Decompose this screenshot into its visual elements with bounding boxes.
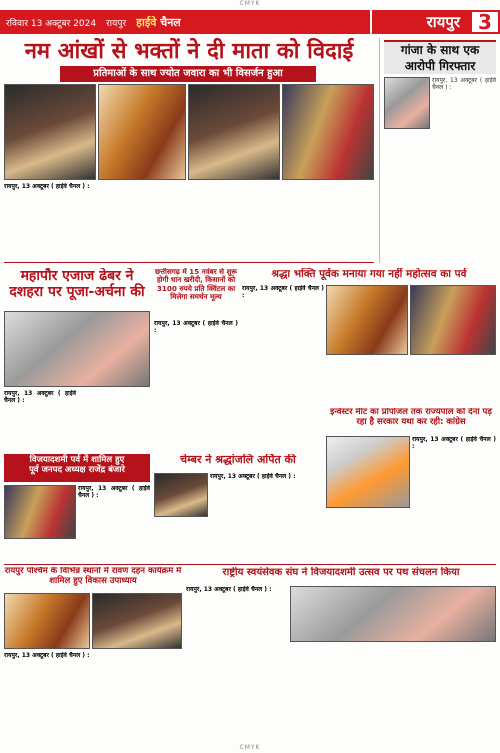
side-story-body — [384, 131, 496, 257]
column-divider — [379, 38, 380, 263]
rss-story-body-3 — [394, 645, 496, 742]
vijayadashami-headline-line1: विजयादशमी पर्व में शामिल हुए — [29, 455, 125, 465]
vijayadashami-story-body — [78, 485, 150, 561]
header-city-small: रायपुर — [106, 18, 127, 29]
investor-story-headline: इन्वेस्टर मीट का प्रोपोजल तक राज्यपाल को देना पड़ रहा है सरकार यथा कर रही: कांग्रेस — [330, 408, 492, 427]
investor-story-body — [412, 436, 496, 560]
lead-photo-4 — [282, 84, 374, 180]
west-story-photo-1 — [4, 593, 90, 649]
mayor-headline-line1: महापौर एजाज ढेबर ने — [20, 268, 134, 284]
paddy-story-body — [154, 320, 238, 450]
mahotsav-story-body — [242, 285, 324, 405]
west-story-photo-2 — [92, 593, 182, 649]
lead-photo-1 — [4, 84, 96, 180]
chamber-story-body-2 — [154, 519, 208, 561]
paddy-story-dateline: रायपुर, 13 अक्टूबर ( हाईवे चैनल ) : — [154, 320, 238, 335]
mayor-story-body — [4, 390, 76, 450]
lead-dateline: रायपुर, 13 अक्टूबर ( हाईवे चैनल ) : — [4, 183, 90, 190]
rss-story-body-2 — [290, 645, 390, 742]
divider — [4, 262, 374, 263]
investor-story-photo — [326, 436, 410, 508]
paddy-story-headline: छत्तीसगढ़ में 15 नवंबर से शुरू होगी धान खरीदी, किसानों को 3100 रुपये प्रति क्विंटल का मिलेगा समर्थन मूल्य — [155, 268, 237, 301]
west-story-body — [4, 652, 90, 742]
mayor-story-dateline: रायपुर, 13 अक्टूबर ( हाईवे चैनल ) : — [4, 390, 76, 405]
vijayadashami-headline-line2: पूर्व जनपद अध्यक्ष राजेंद्र बंजारे — [29, 464, 125, 475]
mahotsav-story-dateline: रायपुर, 13 अक्टूबर ( हाईवे चैनल ) : — [242, 285, 324, 300]
side-story-headline: गांजा के साथ एक आरोपी गिरफ्तार — [384, 40, 496, 74]
print-mark-top: CMYK — [239, 0, 261, 7]
chamber-story-dateline: रायपुर, 13 अक्टूबर ( हाईवे चैनल ) : — [210, 473, 296, 480]
header-city: रायपुर — [370, 10, 470, 34]
lead-subhead: प्रतिमाओं के साथ ज्योत जवारा का भी विसर्जन हुआ — [60, 66, 316, 82]
lead-headline: नम आंखों से भक्तों ने दी माता को विदाई — [24, 39, 354, 64]
mayor-story-headline — [4, 268, 150, 308]
chamber-story-photo — [154, 473, 208, 517]
header-date: रविवार 13 अक्टूबर 2024 — [6, 18, 97, 29]
divider — [4, 564, 496, 565]
lead-photo-3 — [188, 84, 280, 180]
page-number: 3 — [470, 10, 500, 34]
mayor-story-body-2 — [78, 390, 150, 450]
header-left-band — [0, 10, 370, 34]
investor-story-dateline: रायपुर, 13 अक्टूबर ( हाईवे चैनल ) : — [412, 436, 496, 451]
vijayadashami-story-headline — [4, 454, 150, 482]
brand-logo — [136, 15, 181, 30]
vijayadashami-story-dateline: रायपुर, 13 अक्टूबर ( हाईवे चैनल ) : — [78, 485, 150, 500]
mahotsav-story-headline: श्रद्धा भक्ति पूर्वक मनाया गया नहीं महोत्सव का पर्व — [271, 268, 467, 280]
brand-accent: चैनल — [160, 15, 181, 29]
mayor-story-photo — [4, 311, 150, 387]
mahotsav-photo-2 — [410, 285, 496, 355]
chamber-story-headline: चेम्बर ने श्रद्धांजलि अर्पित की — [180, 454, 296, 466]
rss-story-body — [186, 586, 286, 742]
lead-photo-2 — [98, 84, 186, 180]
mahotsav-story-body-2 — [326, 358, 496, 406]
mayor-headline-line2: दशहरा पर पूजा-अर्चना की — [9, 284, 145, 301]
west-story-headline: रायपुर पश्चिम के विभिन्न स्थानों में रावण दहन कार्यक्रम में शामिल हुए विकास उपाध्याय — [4, 567, 182, 586]
vijayadashami-photo — [4, 485, 76, 539]
rss-story-dateline: रायपुर, 13 अक्टूबर ( हाईवे चैनल ) : — [186, 586, 272, 593]
west-story-body-2 — [92, 652, 182, 742]
print-mark-bottom: CMYK — [239, 744, 261, 751]
mahotsav-photo-1 — [326, 285, 408, 355]
page-header — [0, 10, 500, 34]
investor-story-body-2 — [326, 510, 410, 560]
side-story-photo — [384, 77, 430, 129]
vijayadashami-story-body-2 — [4, 541, 76, 561]
rss-story-photo — [290, 586, 496, 642]
brand-name: हाईवे — [136, 15, 157, 29]
side-story-dateline: रायपुर, 13 अक्टूबर ( हाईवे चैनल ) : — [432, 77, 496, 92]
chamber-story-body — [210, 473, 322, 561]
lead-body — [4, 183, 374, 259]
rss-story-headline: राष्ट्रीय स्वयंसेवक संघ ने विजयादशमी उत्सव पर पथ संचलन किया — [222, 567, 460, 578]
west-story-dateline: रायपुर, 13 अक्टूबर ( हाईवे चैनल ) : — [4, 652, 90, 659]
